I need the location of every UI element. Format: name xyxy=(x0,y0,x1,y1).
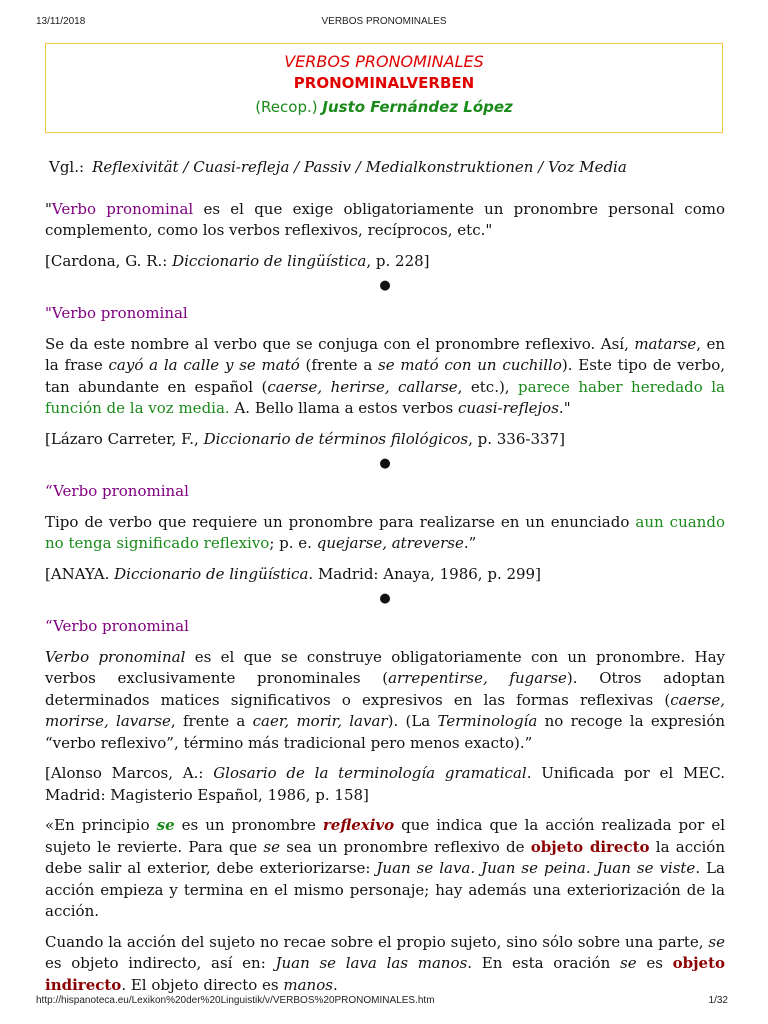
explanation-indirect: Cuando la acción del sujeto no recae sobre el propio sujeto, sino sólo sobre una parte, se es objeto indirecto, así en: Juan se lava las manos. En esta oración se es objeto indirecto. El objeto directo es manos. xyxy=(45,932,726,994)
see-also xyxy=(49,157,725,179)
definition-anaya: Tipo de verbo que requiere un pronombre para realizarse en un enunciado aun cuando no tenga significado reflexivo; p. e. quejarse, atreverse.” xyxy=(45,512,725,552)
source-citation: [Alonso Marcos, A.: Glosario de la terminología gramatical. Unificada por el MEC. Madrid: Magisterio Español, 1986, p. 158] xyxy=(45,764,725,804)
title-box xyxy=(45,43,723,133)
term-heading: "Verbo pronominal xyxy=(45,304,188,322)
term-label: Verbo pronominal xyxy=(51,199,194,218)
source-citation: [Lázaro Carreter, F., Diccionario de términos filológicos, p. 336-337] xyxy=(45,429,565,448)
see-also-links[interactable]: Reflexivität / Cuasi-refleja / Passiv / Medialkonstruktionen / Voz Media xyxy=(92,158,627,176)
print-date: 13/11/2018 xyxy=(36,16,86,27)
term-heading: “Verbo pronominal xyxy=(45,617,189,635)
author-name: Justo Fernández López xyxy=(322,98,513,116)
source-citation: [ANAYA. Diccionario de lingüística. Madrid: Anaya, 1986, p. 299] xyxy=(45,564,541,583)
term-heading: “Verbo pronominal xyxy=(45,482,189,500)
separator-bullet: ● xyxy=(379,591,391,606)
author-line xyxy=(46,98,722,116)
separator-bullet: ● xyxy=(379,456,391,471)
recop-label: (Recop.) xyxy=(255,98,318,116)
explanation-reflexive: «En principio se es un pronombre reflexivo que indica que la acción realizada por el sujeto le revierte. Para que se sea un pronombre reflexivo de objeto directo la acción debe salir al exterior, debe exteriorizarse: Juan se lava. Juan se peina. Juan se viste. La acción empieza y termina en el mismo personaje; hay además una exteriorización de la acción. xyxy=(45,816,725,920)
highlight-green: aun cuando no tenga significado reflexivo xyxy=(45,512,725,552)
page-number: 1/32 xyxy=(708,995,728,1006)
definition-lazaro: Se da este nombre al verbo que se conjuga con el pronombre reflexivo. Así, matarse, en la frase cayó a la calle y se mató (frente a se mató con un cuchillo). Este tipo de verbo, tan abundante en español (caerse, herirse, callarse, etc.), parece haber heredado la función de la voz media. A. Bello llama a estos verbos cuasi-reflejos." xyxy=(45,334,725,417)
definition-cardona: "Verbo pronominal es el que exige obligatoriamente un pronombre personal como complemento, como los verbos reflexivos, recíprocos, etc." xyxy=(45,199,725,239)
separator-bullet: ● xyxy=(379,278,391,293)
keyword-objeto-indirecto: objeto indirecto xyxy=(45,954,726,994)
source-citation: [Cardona, G. R.: Diccionario de lingüística, p. 228] xyxy=(45,251,430,270)
keyword-reflexivo: reflexivo xyxy=(322,816,395,834)
keyword-se: se xyxy=(156,816,175,834)
article-body xyxy=(45,157,725,996)
definition-alonso: Verbo pronominal es el que se construye obligatoriamente con un pronombre. Hay verbos exclusivamente pronominales (arrepentirse, fugarse). Otros adoptan determinados matices significativos o expresivos en las formas reflexivas (caerse, morirse, lavarse, frente a caer, morir, lavar). (La Terminología no recoge la expresión “verbo reflexivo”, término más tradicional pero menos exacto).” xyxy=(45,647,726,752)
page-title: VERBOS PRONOMINALES xyxy=(284,52,484,71)
page-subtitle: PRONOMINALVERBEN xyxy=(293,74,475,92)
see-also-label: Vgl.: xyxy=(49,158,85,176)
keyword-objeto-directo: objeto directo xyxy=(530,837,650,856)
print-url: http://hispanoteca.eu/Lexikon%20der%20Linguistik/v/VERBOS%20PRONOMINALES.htm xyxy=(36,995,435,1006)
highlight-green: parece haber heredado la función de la voz media. xyxy=(45,377,725,417)
print-title: VERBOS PRONOMINALES xyxy=(321,16,447,27)
